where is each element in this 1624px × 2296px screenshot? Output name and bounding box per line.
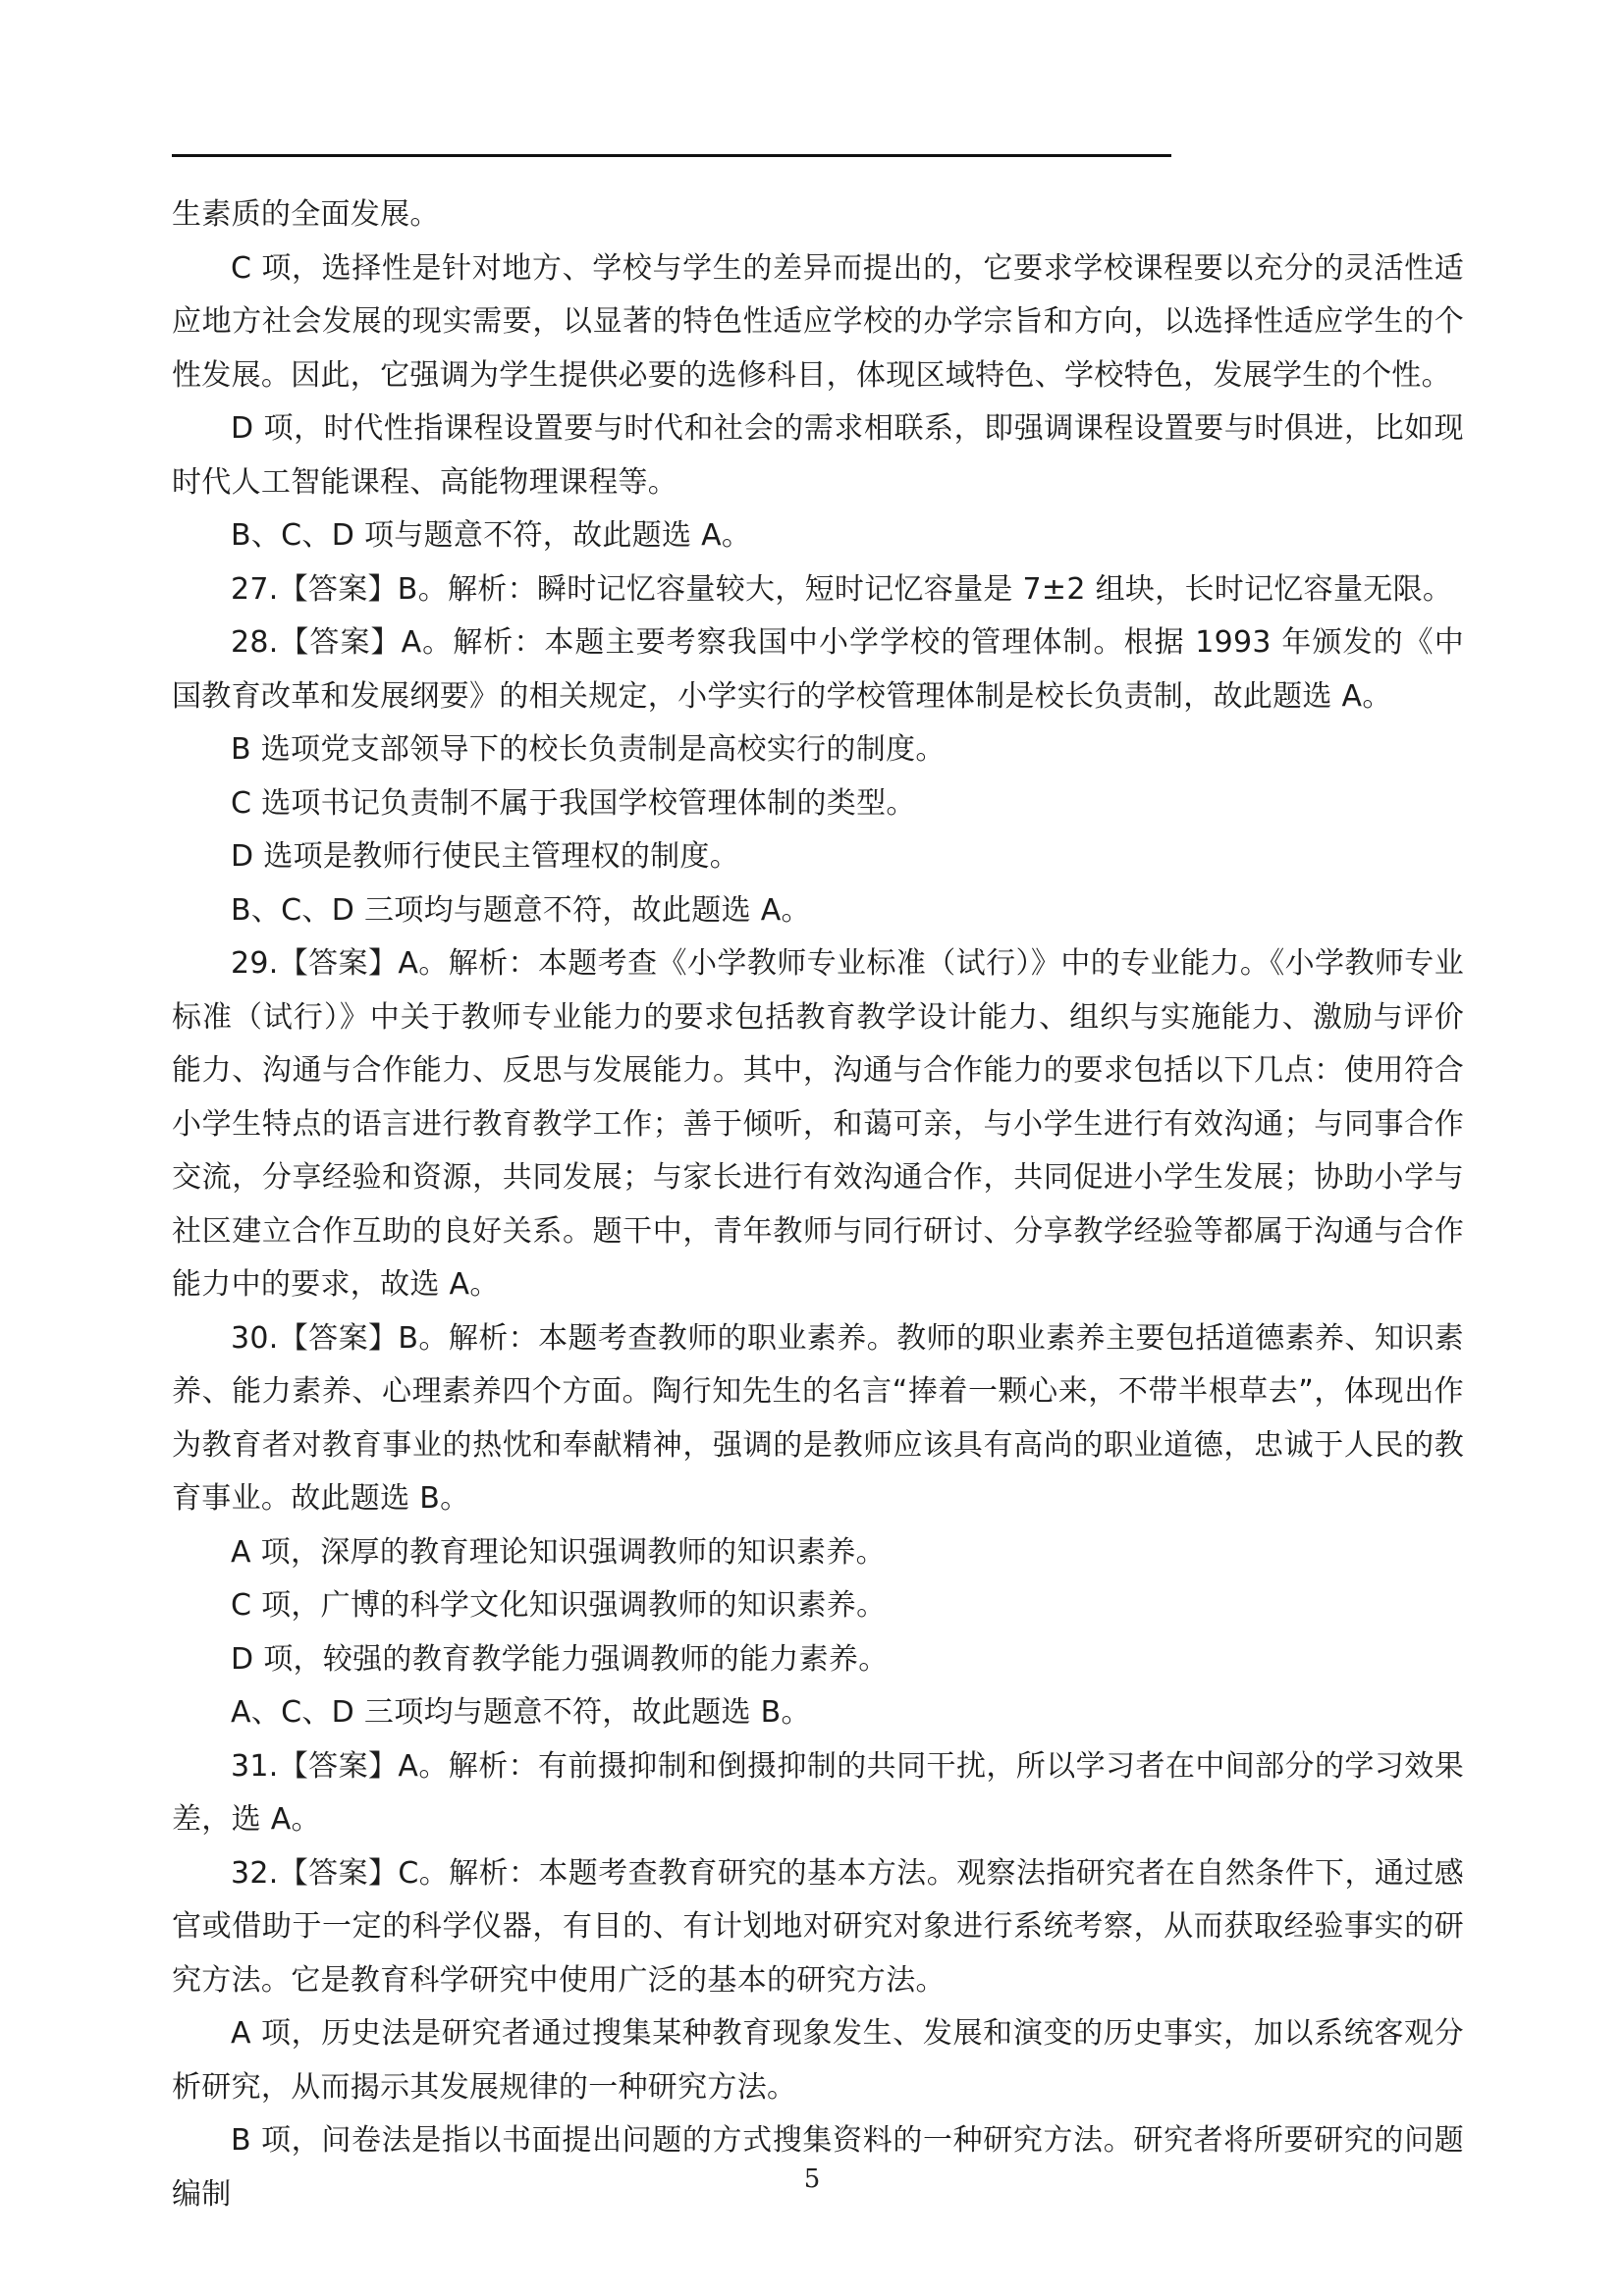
paragraph: 29.【答案】A。解析：本题考查《小学教师专业标准（试行）》中的专业能力。《小学教师专业标准（试行）》中关于教师专业能力的要求包括教育教学设计能力、组织与实施能力、激励与评价能力、沟通与合作能力、反思与发展能力。其中，沟通与合作能力的要求包括以下几点：使用符合小学生特点的语言进行教育教学工作；善于倾听，和蔼可亲，与小学生进行有效沟通；与同事合作交流，分享经验和资源，共同发展；与家长进行有效沟通合作，共同促进小学生发展；协助小学与社区建立合作互助的良好关系。题干中，青年教师与同行研讨、分享教学经验等都属于沟通与合作能力中的要求，故选 A。 [172,946,1464,1302]
paragraph: A 项，深厚的教育理论知识强调教师的知识素养。 [231,1534,886,1570]
paragraph: B 项，问卷法是指以书面提出问题的方式搜集资料的一种研究方法。研究者将所要研究的问题编制 [172,2123,1464,2212]
paragraph: B 选项党支部领导下的校长负责制是高校实行的制度。 [231,732,946,767]
paragraph: B、C、D 三项均与题意不符，故此题选 A。 [231,892,811,928]
paragraph: 27.【答案】B。解析：瞬时记忆容量较大，短时记忆容量是 7±2 组块，长时记忆容量无限。 [231,571,1453,607]
paragraph: D 项，较强的教育教学能力强调教师的能力素养。 [231,1641,889,1677]
paragraph: 32.【答案】C。解析：本题考查教育研究的基本方法。观察法指研究者在自然条件下，通过感官或借助于一定的科学仪器，有目的、有计划地对研究对象进行系统考察，从而获取经验事实的研究方法。它是教育科学研究中使用广泛的基本的研究方法。 [172,1855,1464,1998]
paragraph: 28.【答案】A。解析：本题主要考察我国中小学学校的管理体制。根据 1993 年颁发的《中国教育改革和发展纲要》的相关规定，小学实行的学校管理体制是校长负责制，故此题选 A。 [172,625,1464,714]
document-body [172,188,1464,2221]
paragraph: A、C、D 三项均与题意不符，故此题选 B。 [231,1695,811,1730]
paragraph: A 项，历史法是研究者通过搜集某种教育现象发生、发展和演变的历史事实，加以系统客观分析研究，从而揭示其发展规律的一种研究方法。 [172,2016,1464,2105]
paragraph: C 选项书记负责制不属于我国学校管理体制的类型。 [231,785,916,821]
paragraph: B、C、D 项与题意不符，故此题选 A。 [231,518,752,553]
header-rule [172,154,1171,157]
paragraph: 31.【答案】A。解析：有前摄抑制和倒摄抑制的共同干扰，所以学习者在中间部分的学习效果差，选 A。 [172,1748,1464,1837]
paragraph: D 项，时代性指课程设置要与时代和社会的需求相联系，即强调课程设置要与时俱进，比如现时代人工智能课程、高能物理课程等。 [172,411,1464,500]
paragraph: D 选项是教师行使民主管理权的制度。 [231,839,740,874]
paragraph: C 项，广博的科学文化知识强调教师的知识素养。 [231,1588,887,1623]
page-number: 5 [803,2164,821,2194]
paragraph: 30.【答案】B。解析：本题考查教师的职业素养。教师的职业素养主要包括道德素养、知识素养、能力素养、心理素养四个方面。陶行知先生的名言“捧着一颗心来，不带半根草去”，体现出作为教育者对教育事业的热忱和奉献精神，强调的是教师应该具有高尚的职业道德，忠诚于人民的教育事业。故此题选 B。 [172,1320,1464,1516]
paragraph: 生素质的全面发展。 [172,197,440,232]
paragraph: C 项，选择性是针对地方、学校与学生的差异而提出的，它要求学校课程要以充分的灵活性适应地方社会发展的现实需要，以显著的特色性适应学校的办学宗旨和方向，以选择性适应学生的个性发展。因此，它强调为学生提供必要的选修科目，体现区域特色、学校特色，发展学生的个性。 [172,250,1464,393]
